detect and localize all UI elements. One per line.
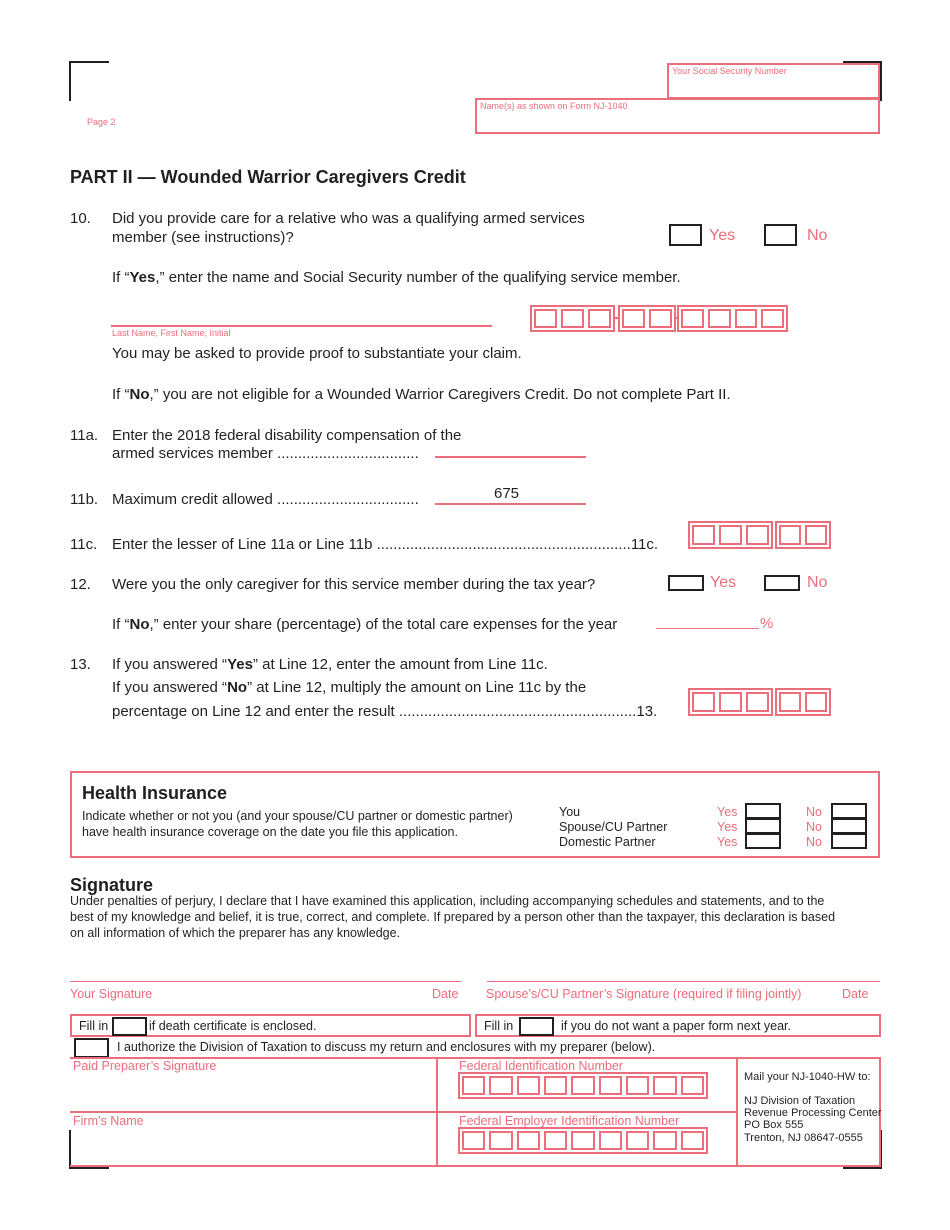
line11b-input (435, 503, 586, 505)
line10-no-checkbox[interactable] (764, 224, 797, 246)
authorize-text: I authorize the Division of Taxation to discuss my return and enclosures with my preparer (below). (117, 1040, 656, 1054)
if-yes-rest: ,” enter the name and Social Security number of the qualifying service member. (155, 269, 681, 286)
service-member-name-input[interactable] (111, 325, 492, 327)
line12-text: Were you the only caregiver for this service member during the tax year? (112, 576, 596, 593)
no-paper-fill-in: Fill in (484, 1019, 514, 1033)
line12-if-rest: ,” enter your share (percentage) of the total care expenses for the year (149, 616, 618, 633)
line13-number: 13. (70, 656, 91, 673)
your-signature-date-label: Date (432, 987, 459, 1001)
preparer-signature-label: Paid Preparer’s Signature (73, 1059, 217, 1073)
line10-yes-checkbox[interactable] (669, 224, 702, 246)
percent-sign: % (760, 615, 774, 632)
line13-b-prefix: If you answered “ (112, 679, 228, 696)
name-label: Name(s) as shown on Form NJ-1040 (480, 101, 628, 111)
health-spouse-yes-checkbox[interactable] (745, 818, 781, 834)
part2-title: PART II — Wounded Warrior Caregivers Credit (70, 167, 466, 187)
line11b-text: Maximum credit allowed .................................. (112, 491, 419, 508)
line13-dollars (688, 688, 773, 716)
line11b-number: 11b. (70, 491, 99, 508)
health-domestic-no-label: No (806, 835, 822, 849)
line11a-input[interactable] (435, 456, 586, 458)
line12-number: 12. (70, 576, 91, 593)
if-yes-prefix: If “ (112, 269, 130, 286)
health-domestic-no-checkbox[interactable] (831, 833, 867, 849)
mail-line-4: Trenton, NJ 08647-0555 (744, 1132, 863, 1144)
line11a-text-b: armed services member .................................. (112, 445, 419, 462)
ssn-group-2 (618, 305, 676, 332)
line12-percentage-input[interactable] (656, 628, 759, 629)
line13-b-rest: ” at Line 12, multiply the amount on Line 11c by the (247, 679, 587, 696)
service-member-name-label: Last Name, First Name, Initial (112, 328, 231, 338)
crop-mark-top-left (69, 61, 109, 101)
line12-if-no (112, 615, 617, 634)
line13-text-b (112, 678, 586, 697)
health-spouse-no-checkbox[interactable] (831, 818, 867, 834)
if-no-bold: No (129, 386, 150, 403)
signature-text-a: Under penalties of perjury, I declare that I have examined this application, including accompanying schedules and statements, and to the (70, 894, 825, 908)
death-cert-fill-in: Fill in (79, 1019, 109, 1033)
line10-no-label: No (807, 227, 828, 244)
service-member-ssn-input[interactable] (530, 305, 788, 332)
line11c-text: Enter the lesser of Line 11a or Line 11b .............................................................11c. (112, 536, 659, 553)
health-spouse-yes-label: Yes (717, 820, 738, 834)
health-title: Health Insurance (82, 783, 228, 803)
proof-note: You may be asked to provide proof to substantiate your claim. (112, 345, 522, 362)
your-signature-label: Your Signature (70, 987, 153, 1001)
spouse-signature-input[interactable] (487, 981, 880, 982)
health-you-yes-label: Yes (717, 805, 738, 819)
line11c-number: 11c. (70, 536, 98, 553)
line13-cents (775, 688, 831, 716)
health-you-no-checkbox[interactable] (831, 803, 867, 819)
health-domestic-yes-checkbox[interactable] (745, 833, 781, 849)
health-insurance-box (70, 771, 880, 858)
health-you-yes-checkbox[interactable] (745, 803, 781, 819)
line13-a-bold: Yes (227, 656, 253, 673)
line11c-dollars (688, 521, 773, 549)
spouse-signature-label: Spouse’s/CU Partner’s Signature (required if filing jointly) (486, 987, 802, 1001)
line12-no-label: No (807, 574, 828, 591)
death-cert-row (70, 1014, 471, 1037)
health-spouse-no-label: No (806, 820, 822, 834)
no-paper-row (475, 1014, 881, 1037)
ssn-label: Your Social Security Number (672, 66, 787, 76)
death-cert-text: if death certificate is enclosed. (149, 1019, 317, 1033)
ssn-field[interactable] (667, 63, 880, 99)
firm-name-label: Firm’s Name (73, 1114, 144, 1128)
line13-b-bold: No (227, 679, 248, 696)
your-signature-input[interactable] (70, 981, 461, 982)
line11b-value: 675 (494, 485, 520, 502)
line12-if-prefix: If “ (112, 616, 130, 633)
signature-text-c: on all information of which the preparer has any knowledge. (70, 926, 401, 940)
page-number: Page 2 (87, 117, 116, 127)
preparer-divider-2 (736, 1057, 738, 1167)
health-row-domestic-label: Domestic Partner (559, 835, 656, 849)
name-field[interactable] (475, 98, 880, 134)
line13-a-prefix: If you answered “ (112, 656, 228, 673)
line11c-cents (775, 521, 831, 549)
fed-id-input[interactable] (458, 1072, 708, 1099)
health-you-no-label: No (806, 805, 822, 819)
no-paper-text: if you do not want a paper form next year. (561, 1019, 791, 1033)
preparer-signature-input[interactable] (72, 1074, 434, 1109)
ssn-group-1 (530, 305, 615, 332)
health-row-spouse-label: Spouse/CU Partner (559, 820, 668, 834)
if-yes-instruction (112, 268, 681, 287)
ssn-group-3 (677, 305, 788, 332)
fed-id-label: Federal Identification Number (459, 1059, 623, 1073)
line13-text-a (112, 655, 548, 674)
line13-amount-input[interactable] (688, 688, 831, 716)
line10-number: 10. (70, 210, 91, 227)
line10-text-b: member (see instructions)? (112, 229, 294, 246)
health-desc-a: Indicate whether or not you (and your spouse/CU partner or domestic partner) (82, 809, 513, 823)
line10-yes-label: Yes (709, 227, 736, 244)
line11a-number: 11a. (70, 427, 99, 444)
mail-line-3: PO Box 555 (744, 1119, 804, 1131)
mail-title: Mail your NJ-1040-HW to: (744, 1071, 871, 1083)
if-no-instruction (112, 385, 731, 404)
line12-yes-checkbox[interactable] (668, 575, 704, 591)
fein-input[interactable] (458, 1127, 708, 1154)
line13-text-c: percentage on Line 12 and enter the result .........................................................13. (112, 703, 658, 720)
firm-name-input[interactable] (72, 1129, 434, 1164)
no-paper-checkbox[interactable] (519, 1017, 554, 1036)
health-domestic-yes-label: Yes (717, 835, 738, 849)
fein-label: Federal Employer Identification Number (459, 1114, 680, 1128)
spouse-signature-date-label: Date (842, 987, 869, 1001)
if-no-prefix: If “ (112, 386, 130, 403)
line11a-text-a: Enter the 2018 federal disability compensation of the (112, 427, 462, 444)
if-yes-bold: Yes (129, 269, 156, 286)
health-desc-b: have health insurance coverage on the date you file this application. (82, 825, 458, 839)
mail-line-2: Revenue Processing Center (744, 1107, 882, 1119)
line10-text-a: Did you provide care for a relative who was a qualifying armed services (112, 210, 585, 227)
if-no-rest: ,” you are not eligible for a Wounded Warrior Caregivers Credit. Do not complete Part II. (149, 386, 731, 403)
line12-yes-label: Yes (710, 574, 737, 591)
line13-a-rest: ” at Line 12, enter the amount from Line 11c. (252, 656, 548, 673)
signature-text-b: best of my knowledge and belief, it is true, correct, and complete. If prepared by a person other than the taxpayer, this declaration is based (70, 910, 836, 924)
authorize-checkbox[interactable] (74, 1038, 109, 1058)
health-row-you-label: You (559, 805, 581, 819)
line12-no-checkbox[interactable] (764, 575, 800, 591)
signature-title: Signature (70, 875, 154, 895)
mail-line-1: NJ Division of Taxation (744, 1095, 856, 1107)
death-cert-checkbox[interactable] (112, 1017, 147, 1036)
line11c-amount-input[interactable] (688, 521, 831, 549)
line12-if-bold: No (129, 616, 150, 633)
